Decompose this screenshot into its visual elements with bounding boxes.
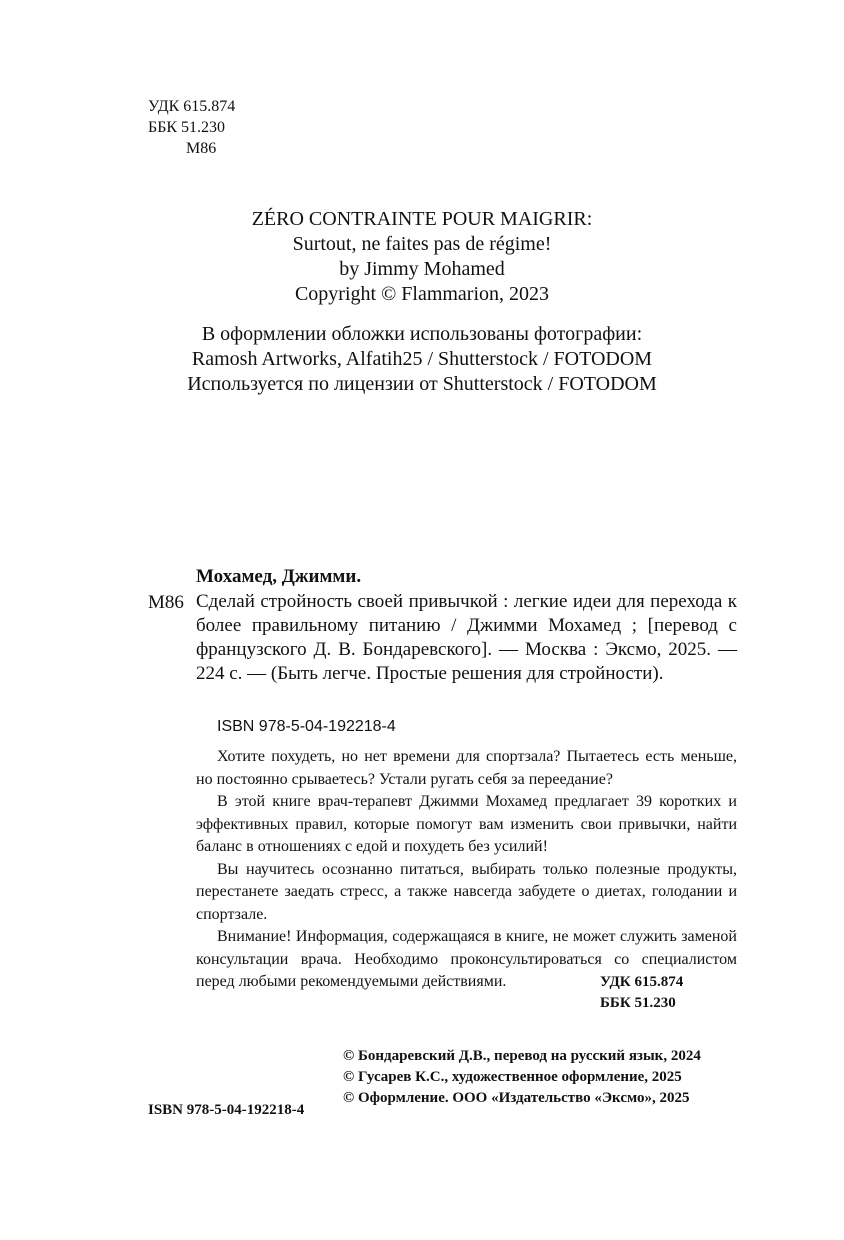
annotation-paragraph: Вы научитесь осознанно питаться, выбирать только полезные продукты, перестанете заедать стресс, а также навсегда забудете о диетах, голодании и спортзале. xyxy=(196,860,737,923)
udk-code: УДК 615.874 xyxy=(148,98,236,115)
isbn-bottom: ISBN 978-5-04-192218-4 xyxy=(148,1102,305,1118)
original-copyright: Copyright © Flammarion, 2023 xyxy=(294,283,550,305)
photo-credit-line: Используется по лицензии от Shutterstock / FOTODOM xyxy=(187,373,657,395)
original-edition-block xyxy=(0,207,844,307)
original-author: by Jimmy Mohamed xyxy=(339,258,505,280)
annotation-paragraph: Хотите похудеть, но нет времени для спортзала? Пытаетесь есть меньше, но постоянно срываетесь? Устали ругать себя за переедание? xyxy=(196,748,737,788)
copyrights-block xyxy=(343,1046,743,1109)
catalog-author: Мохамед, Джимми. xyxy=(196,566,362,587)
photo-credit-line: В оформлении обложки использованы фотографии: xyxy=(201,323,643,345)
copyright-line: © Гусарев К.С., художественное оформление, 2025 xyxy=(343,1069,682,1085)
photo-credit-line: Ramosh Artworks, Alfatih25 / Shutterstock / FOTODOM xyxy=(191,348,653,370)
annotation-udk: УДК 615.874 xyxy=(600,974,684,990)
classification-block xyxy=(148,96,235,159)
catalog-code: М86 xyxy=(148,592,184,613)
bbk-code: ББК 51.230 xyxy=(148,119,226,136)
annotation-block xyxy=(196,746,737,994)
annotation-codes xyxy=(600,972,737,1014)
original-title: ZÉRO CONTRAINTE POUR MAIGRIR: xyxy=(251,208,593,230)
author-mark: М86 xyxy=(186,140,217,157)
catalog-description: Сделай стройность своей привычкой : легкие идеи для перехода к более правильному питанию / Джимми Мохамед ; [перевод с французского Д. В. Бондаревского]. — Москва : Эксмо, 2025. — 224 с. — (Быть легче. Простые решения для стройности). xyxy=(196,591,737,684)
annotation-paragraph: Внимание! Информация, содержащаяся в книге, не может служить заменой консультации врача. Необходимо проконсультироваться со специалистом перед любыми рекомендуемыми действиями. xyxy=(196,928,737,990)
annotation-bbk: ББК 51.230 xyxy=(600,995,676,1011)
annotation-paragraph: В этой книге врач-терапевт Джимми Мохамед предлагает 39 коротких и эффективных правил, которые помогут вам изменить свои привычки, найти баланс в отношениях с едой и похудеть без усилий! xyxy=(196,793,737,855)
catalog-isbn: ISBN 978-5-04-192218-4 xyxy=(217,718,396,735)
copyright-line: © Оформление. ООО «Издательство «Эксмо», 2025 xyxy=(343,1090,690,1106)
copyright-line: © Бондаревский Д.В., перевод на русский язык, 2024 xyxy=(343,1048,701,1064)
photo-credits-block xyxy=(0,322,844,397)
original-subtitle: Surtout, ne faites pas de régime! xyxy=(292,233,552,255)
